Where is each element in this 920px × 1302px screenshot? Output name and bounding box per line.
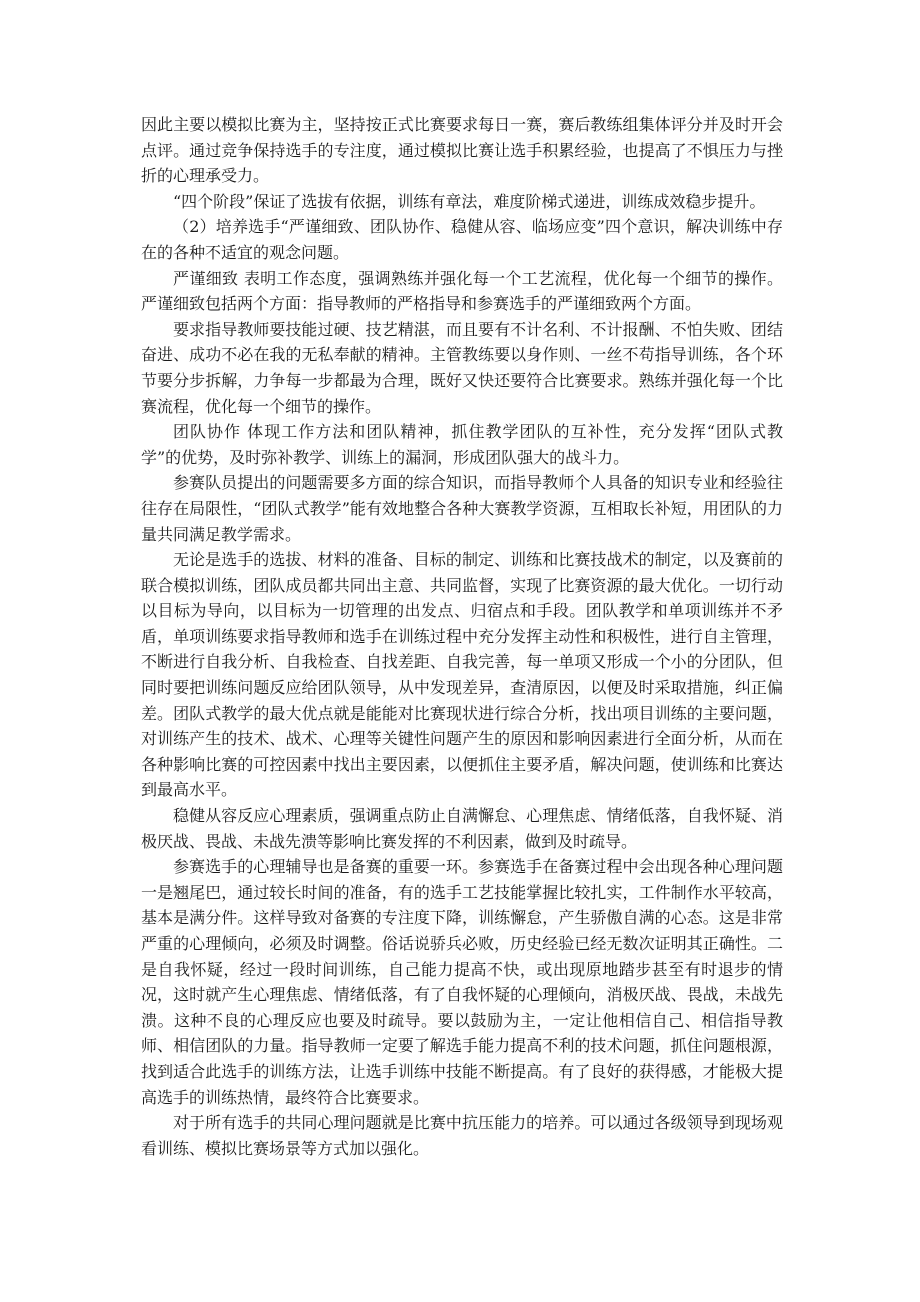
paragraph: 稳健从容反应心理素质，强调重点防止自满懈怠、心理焦虑、情绪低落，自我怀疑、消极厌战、畏战、未战先溃等影响比赛发挥的不利因素，做到及时疏导。 xyxy=(141,806,783,851)
paragraph: 因此主要以模拟比赛为主，坚持按正式比赛要求每日一赛，赛后教练组集体评分并及时开会点评。通过竞争保持选手的专注度，通过模拟比赛让选手积累经验，也提高了不惧压力与挫折的心理承受力。 xyxy=(141,115,783,186)
paragraph: 团队协作 体现工作方法和团队精神，抓住教学团队的互补性，充分发挥“团队式教学”的优势，及时弥补教学、训练上的漏洞，形成团队强大的战斗力。 xyxy=(141,422,783,467)
paragraph: 参赛队员提出的问题需要多方面的综合知识，而指导教师个人具备的知识专业和经验往往存在局限性，“团队式教学”能有效地整合各种大赛教学资源，互相取长补短，用团队的力量共同满足教学需求。 xyxy=(141,473,783,544)
paragraph: （2）培养选手“严谨细致、团队协作、稳健从容、临场应变”四个意识，解决训练中存在的各种不适宜的观念问题。 xyxy=(141,217,783,262)
paragraph: 要求指导教师要技能过硬、技艺精湛，而且要有不计名利、不计报酬、不怕失败、团结奋进、成功不必在我的无私奉献的精神。主管教练要以身作则、一丝不苟指导训练，各个环节要分步拆解，力争每一步都最为合理，既好又快还要符合比赛要求。熟练并强化每一个比赛流程，优化每一个细节的操作。 xyxy=(141,319,783,416)
paragraph: 无论是选手的选拔、材料的准备、目标的制定、训练和比赛技战术的制定，以及赛前的联合模拟训练，团队成员都共同出主意、共同监督，实现了比赛资源的最大优化。一切行动以目标为导向，以目标为一切管理的出发点、归宿点和手段。团队教学和单项训练并不矛盾，单项训练要求指导教师和选手在训练过程中充分发挥主动性和积极性，进行自主管理，不断进行自我分析、自我检查、自找差距、自我完善，每一单项又形成一个小的分团队，但同时要把训练问题反应给团队领导，从中发现差异，查清原因，以便及时采取措施，纠正偏差。团队式教学的最大优点就是能能对比赛现状进行综合分析，找出项目训练的主要问题，对训练产生的技术、战术、心理等关键性问题产生的原因和影响因素进行全面分析，从而在各种影响比赛的可控因素中找出主要因素，以便抓住主要矛盾，解决问题，使训练和比赛达到最高水平。 xyxy=(141,550,783,800)
document-page xyxy=(141,112,783,1161)
paragraph: “四个阶段”保证了选拔有依据，训练有章法，难度阶梯式递进，训练成效稳步提升。 xyxy=(173,191,766,211)
paragraph: 对于所有选手的共同心理问题就是比赛中抗压能力的培养。可以通过各级领导到现场观看训练、模拟比赛场景等方式加以强化。 xyxy=(141,1113,783,1158)
paragraph: 严谨细致 表明工作态度，强调熟练并强化每一个工艺流程，优化每一个细节的操作。严谨细致包括两个方面：指导教师的严格指导和参赛选手的严谨细致两个方面。 xyxy=(141,268,783,314)
paragraph: 参赛选手的心理辅导也是备赛的重要一环。参赛选手在备赛过程中会出现各种心理问题一是翘尾巴，通过较长时间的准备，有的选手工艺技能掌握比较扎实，工件制作水平较高，基本是满分件。这样导致对备赛的专注度下降，训练懈怠，产生骄傲自满的心态。这是非常严重的心理倾向，必须及时调整。俗话说骄兵必败，历史经验已经无数次证明其正确性。二是自我怀疑，经过一段时间训练，自己能力提高不快，或出现原地踏步甚至有时退步的情况，这时就产生心理焦虑、情绪低落，有了自我怀疑的心理倾向，消极厌战、畏战，未战先溃。这种不良的心理反应也要及时疏导。要以鼓励为主，一定让他相信自己、相信指导教师、相信团队的力量。指导教师一定要了解选手能力提高不利的技术问题，抓住问题根源，找到适合此选手的训练方法，让选手训练中技能不断提高。有了良好的获得感，才能极大提高选手的训练热情，最终符合比赛要求。 xyxy=(141,857,783,1107)
